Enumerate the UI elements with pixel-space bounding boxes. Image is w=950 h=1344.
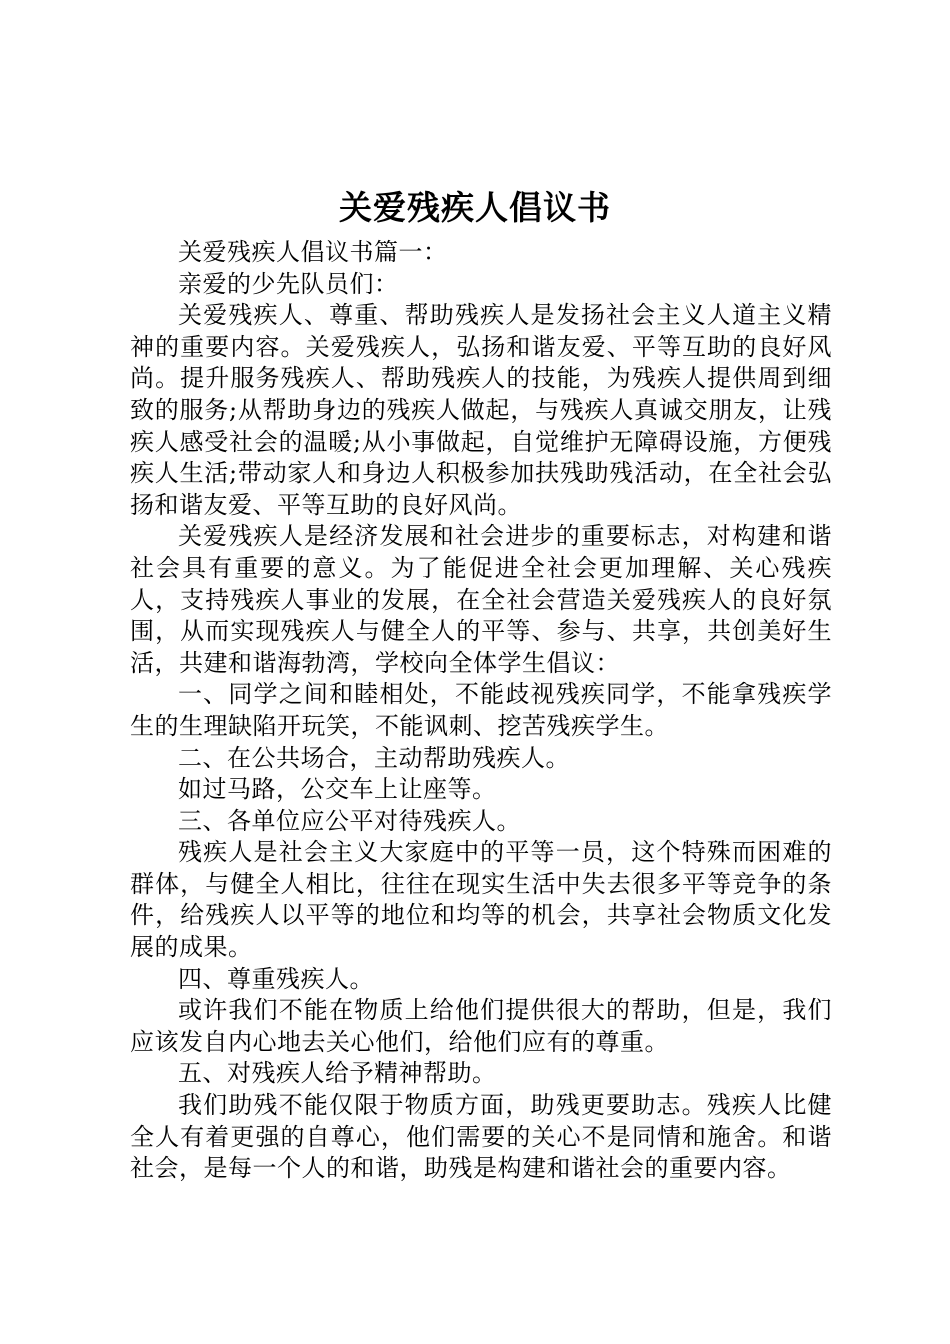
paragraph: 残疾人是社会主义大家庭中的平等一员，这个特殊而困难的群体，与健全人相比，往往在现实生活中失去很多平等竞争的条件，给残疾人以平等的地位和均等的机会，共享社会物质文化发展的成果。 [130, 838, 832, 962]
salutation: 亲爱的少先队员们： [178, 269, 399, 298]
document-title: 关爱残疾人倡议书 [339, 188, 611, 227]
paragraph: 如过马路，公交车上让座等。 [178, 775, 497, 804]
proposal-item-1: 一、同学之间和睦相处，不能歧视残疾同学，不能拿残疾学生的生理缺陷开玩笑，不能讽刺、挖苦残疾学生。 [130, 680, 832, 740]
proposal-item-3: 三、各单位应公平对待残疾人。 [178, 806, 521, 835]
paragraph: 或许我们不能在物质上给他们提供很大的帮助，但是，我们应该发自内心地去关心他们，给他们应有的尊重。 [130, 996, 832, 1056]
paragraph: 关爱残疾人是经济发展和社会进步的重要标志，对构建和谐社会具有重要的意义。为了能促进全社会更加理解、关心残疾人，支持残疾人事业的发展，在全社会营造关爱残疾人的良好氛围，从而实现残疾人与健全人的平等、参与、共享，共创美好生活，共建和谐海勃湾，学校向全体学生倡议： [130, 522, 832, 677]
paragraph: 关爱残疾人、尊重、帮助残疾人是发扬社会主义人道主义精神的重要内容。关爱残疾人，弘扬和谐友爱、平等互助的良好风尚。提升服务残疾人、帮助残疾人的技能，为残疾人提供周到细致的服务;从帮助身边的残疾人做起，与残疾人真诚交朋友，让残疾人感受社会的温暖;从小事做起，自觉维护无障碍设施，方便残疾人生活;带动家人和身边人积极参加扶残助残活动，在全社会弘扬和谐友爱、平等互助的良好风尚。 [130, 301, 832, 519]
proposal-item-2: 二、在公共场合，主动帮助残疾人。 [178, 743, 570, 772]
document-body [130, 237, 832, 1185]
heading-line: 关爱残疾人倡议书篇一： [178, 238, 448, 266]
proposal-item-5: 五、对残疾人给予精神帮助。 [178, 1059, 497, 1088]
paragraph: 我们助残不能仅限于物质方面，助残更要助志。残疾人比健全人有着更强的自尊心，他们需要的关心不是同情和施舍。和谐社会，是每一个人的和谐，助残是构建和谐社会的重要内容。 [130, 1091, 832, 1183]
proposal-item-4: 四、尊重残疾人。 [178, 964, 374, 993]
